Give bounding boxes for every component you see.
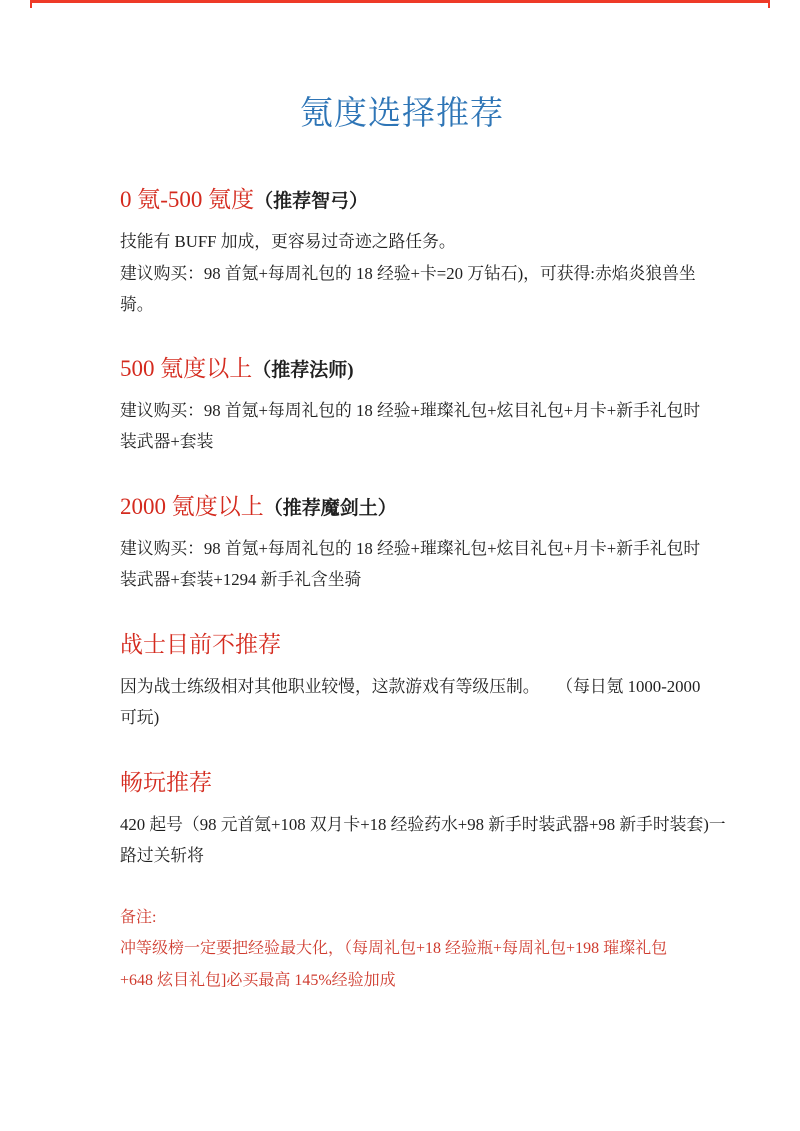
paragraph-line: 技能有 BUFF 加成，更容易过奇迹之路任务。 (120, 232, 456, 251)
section-heading-note: （推荐智弓） (254, 191, 369, 212)
section-heading-text: 2000 氪度以上 (120, 493, 264, 519)
remarks-note (120, 902, 684, 997)
section-low-spend (120, 184, 696, 321)
paragraph-line: 可玩) (120, 708, 160, 727)
page-top-border (30, 0, 770, 8)
paragraph-line: 420 起号（98 元首氪+108 双月卡+18 经验药水+98 新手时装武器+98 新手时装套)一 (120, 814, 726, 834)
paragraph-line: 建议购买：98 首氪+每周礼包的 18 经验+卡=20 万钻石)，可获得:赤焰炎狼兽坐 (120, 263, 696, 283)
remarks-line: 冲等级榜一定要把经验最大化，（每周礼包+18 经验瓶+每周礼包+198 璀璨礼包 (120, 940, 668, 957)
section-heading-text: 500 氪度以上 (120, 355, 253, 381)
section-high-spend (120, 491, 701, 596)
paragraph-line: 因为战士练级相对其他职业较慢，这款游戏有等级压制。 （每日氪 1000-2000 (120, 676, 701, 696)
paragraph-line: 建议购买：98 首氪+每周礼包的 18 经验+璀璨礼包+炫目礼包+月卡+新手礼包时 (120, 538, 701, 558)
section-heading-text: 畅玩推荐 (120, 769, 212, 795)
paragraph-line: 装武器+套装+1294 新手礼含坐骑 (120, 570, 362, 589)
section-mid-spend (120, 353, 701, 458)
section-body (120, 395, 701, 458)
paragraph-line: 骑。 (120, 295, 154, 314)
section-heading-text: 战士目前不推荐 (120, 631, 281, 657)
section-body (120, 809, 726, 872)
section-warrior-not-recommended (120, 629, 701, 734)
section-body (120, 533, 701, 596)
paragraph-line: 装武器+套装 (120, 432, 214, 451)
section-heading (120, 184, 684, 218)
section-heading-note: （推荐法师) (252, 359, 354, 381)
paragraph-line: 建议购买：98 首氪+每周礼包的 18 经验+璀璨礼包+炫目礼包+月卡+新手礼包时 (120, 400, 701, 420)
page-title: 氪度选择推荐 (300, 96, 504, 132)
section-heading (120, 491, 684, 525)
section-heading-text: 0 氪-500 氪度 (120, 187, 255, 212)
section-body (120, 226, 696, 321)
section-heading (120, 629, 684, 663)
paragraph-line: 路过关斩将 (120, 846, 204, 865)
section-heading (120, 353, 684, 387)
section-heading (120, 767, 684, 801)
section-body (120, 671, 701, 734)
section-casual-play (120, 767, 726, 872)
remarks-line: +648 炫目礼包]必买最高 145%经验加成 (120, 971, 396, 989)
remarks-label: 备注: (120, 908, 157, 926)
section-heading-note: （推荐魔剑土） (263, 497, 397, 519)
